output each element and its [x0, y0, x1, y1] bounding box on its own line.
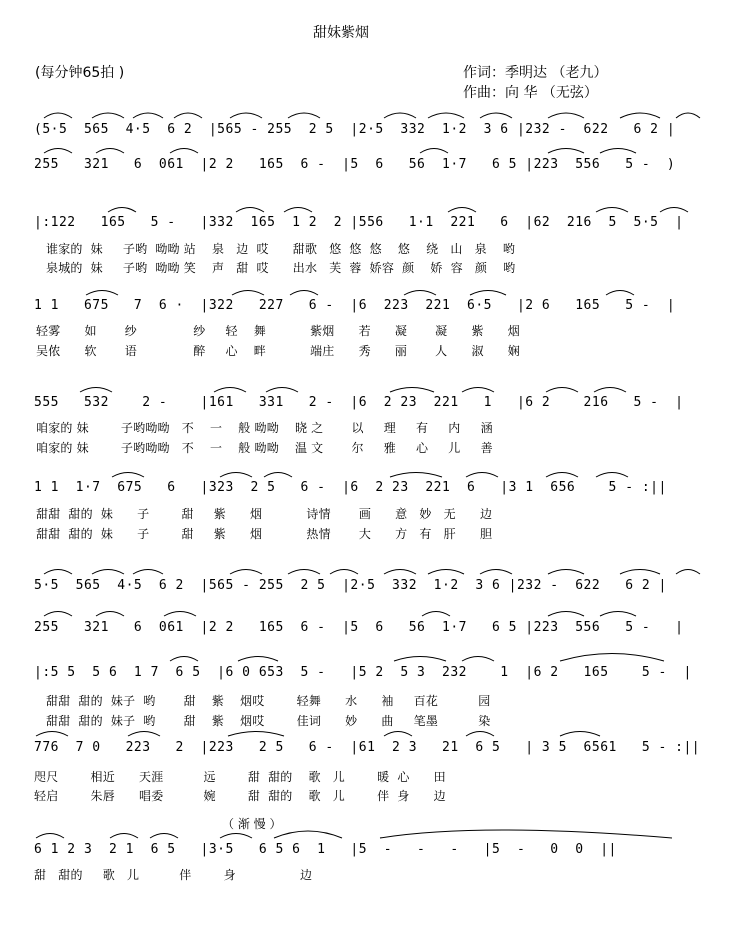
notation-line-10: 776 7 0 223 2 |223 2 5 6 - |61 2 3 21 6 5 | 3 5 6561 5 - :||: [34, 740, 701, 755]
lyrics-line-11-verse-1: 甜 甜的 歌 儿 伴 身 边: [34, 868, 313, 882]
notation-line-7: 5·5 565 4·5 6 2 |565 - 255 2 5 |2·5 332 1·2 3 6 |232 - 622 6 2 |: [34, 578, 667, 593]
lyrics-line-4-verse-2: 吴侬 软 语 醉 心 畔 端庄 秀 丽 人 淑 娴: [36, 344, 520, 358]
notation-line-11: 6 1 2 3 2 1 6 5 |3·5 6 5 6 1 |5 - - - |5 - 0 0 ||: [34, 842, 617, 857]
notation-line-1: (5·5 565 4·5 6 2 |565 - 255 2 5 |2·5 332 1·2 3 6 |232 - 622 6 2 |: [34, 122, 676, 137]
page-title: 甜妹紫烟: [313, 25, 369, 41]
lyrics-line-3-verse-1: 谁家的 妹 子哟 呦呦 站 泉 边 哎 甜歌 悠 悠 悠 悠 绕 山 泉 哟: [46, 242, 516, 256]
tempo-marking: (每分钟65拍 ): [35, 65, 125, 81]
lyrics-line-9-verse-1: 甜甜 甜的 妹子 哟 甜 紫 烟哎 轻舞 水 袖 百花 园: [46, 694, 491, 708]
notation-line-2: 255 321 6 061 |2 2 165 6 - |5 6 56 1·7 6 5 |223 556 5 - ): [34, 157, 676, 172]
notation-line-4: 1 1 675 7 6 · |322 227 6 - |6 223 221 6·5 |2 6 165 5 - |: [34, 298, 676, 313]
lyrics-line-10-verse-1: 咫尺 相近 天涯 远 甜 甜的 歌 儿 暖 心 田: [34, 770, 446, 784]
composer-credit: 作曲：向 华 （无弦）: [463, 85, 598, 101]
notation-line-9: |:5 5 5 6 1 7 6 5 |6 0 653 5 - |5 2 5 3 232 1 |6 2 165 5 - |: [34, 665, 692, 680]
tempo-change-marking: （ 渐 慢 ）: [222, 817, 282, 831]
lyrics-line-3-verse-2: 泉城的 妹 子哟 呦呦 笑 声 甜 哎 出水 芙 蓉 娇容 颜 娇 容 颜 哟: [46, 261, 516, 275]
notation-line-5: 555 532 2 - |161 331 2 - |6 2 23 221 1 |6 2 216 5 - |: [34, 395, 684, 410]
notation-line-6: 1 1 1·7 675 6 |323 2 5 6 - |6 2 23 221 6 |3 1 656 5 - :||: [34, 480, 667, 495]
notation-line-3: |:122 165 5 - |332 165 1 2 2 |556 1·1 221 6 |62 216 5 5·5 |: [34, 215, 684, 230]
lyrics-line-9-verse-2: 甜甜 甜的 妹子 哟 甜 紫 烟哎 佳词 妙 曲 笔墨 染: [46, 714, 491, 728]
lyrics-line-6-verse-1: 甜甜 甜的 妹 子 甜 紫 烟 诗情 画 意 妙 无 边: [36, 507, 493, 521]
lyrics-line-10-verse-2: 轻启 朱唇 唱委 婉 甜 甜的 歌 儿 伴 身 边: [34, 789, 446, 803]
lyrics-line-4-verse-1: 轻雾 如 纱 纱 轻 舞 紫烟 若 凝 凝 紫 烟: [36, 324, 520, 338]
lyrics-line-5-verse-1: 咱家的 妹 子哟呦呦 不 一 般 呦呦 晓 之 以 理 有 内 涵: [36, 421, 493, 435]
lyrics-line-5-verse-2: 咱家的 妹 子哟呦呦 不 一 般 呦呦 温 文 尔 雅 心 儿 善: [36, 441, 493, 455]
lyricist-credit: 作词：季明达 （老九）: [463, 65, 608, 81]
notation-line-8: 255 321 6 061 |2 2 165 6 - |5 6 56 1·7 6 5 |223 556 5 - |: [34, 620, 684, 635]
lyrics-line-6-verse-2: 甜甜 甜的 妹 子 甜 紫 烟 热情 大 方 有 肝 胆: [36, 527, 493, 541]
